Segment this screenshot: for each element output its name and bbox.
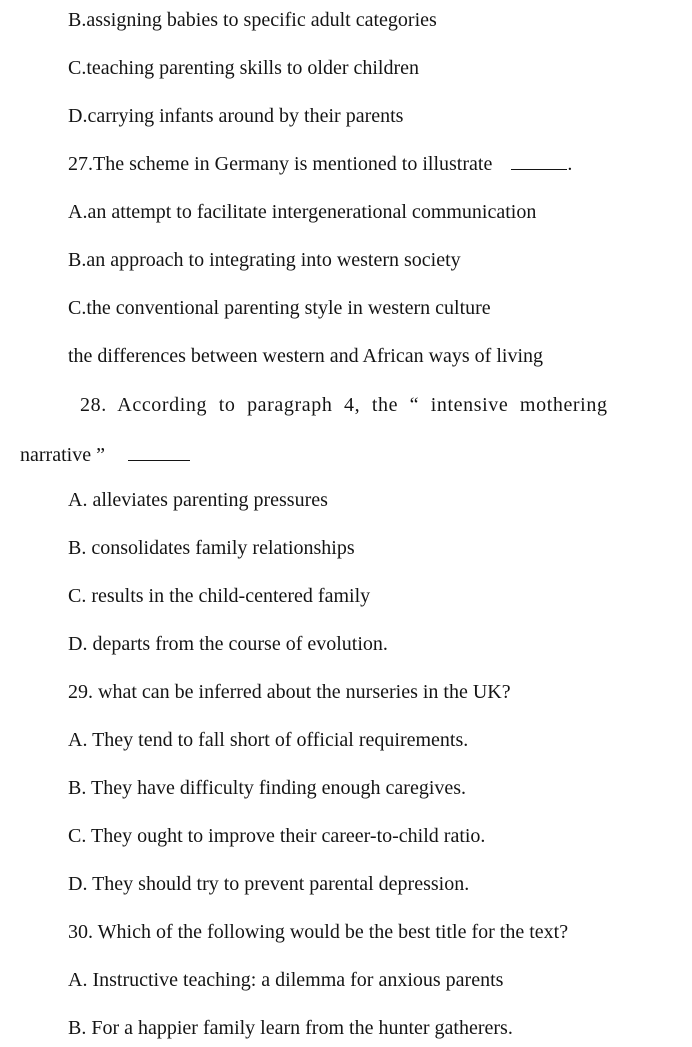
answer-blank: [128, 442, 190, 461]
q28-option-b: B. consolidates family relationships: [68, 537, 355, 559]
q27-stem-end: .: [567, 153, 573, 175]
q29-option-d: D. They should try to prevent parental depression.: [68, 873, 470, 895]
q28-option-c: C. results in the child-centered family: [68, 585, 371, 607]
q28-option-a: A. alleviates parenting pressures: [68, 489, 328, 511]
q30-option-a: A. Instructive teaching: a dilemma for anxious parents: [68, 969, 504, 991]
q28-stem-line2: [20, 441, 190, 469]
q26-option-b: B.assigning babies to specific adult categories: [68, 9, 437, 31]
q27-stem-text: 27.The scheme in Germany is mentioned to illustrate: [68, 153, 493, 175]
q26-option-c: C.teaching parenting skills to older children: [68, 57, 420, 79]
q29-option-c: C. They ought to improve their career-to-child ratio.: [68, 825, 486, 847]
q28-stem-text: narrative ”: [20, 444, 105, 466]
q29-option-a: A. They tend to fall short of official requirements.: [68, 729, 469, 751]
answer-blank: [511, 151, 567, 170]
q27-option-d: the differences between western and African ways of living: [68, 345, 544, 367]
q27-option-c: C.the conventional parenting style in western culture: [68, 297, 491, 319]
q27-option-a: A.an attempt to facilitate intergenerational communication: [68, 201, 537, 223]
q30-option-b: B. For a happier family learn from the hunter gatherers.: [68, 1017, 513, 1039]
q26-option-d: D.carrying infants around by their parents: [68, 105, 404, 127]
q28-option-d: D. departs from the course of evolution.: [68, 633, 388, 655]
q28-stem-line1: 28. According to paragraph 4, the “ intensive mothering: [80, 394, 608, 416]
q27-stem: [68, 150, 572, 178]
q30-stem: 30. Which of the following would be the best title for the text?: [68, 921, 569, 943]
q27-option-b: B.an approach to integrating into western society: [68, 249, 461, 271]
q29-stem: 29. what can be inferred about the nurseries in the UK?: [68, 681, 511, 703]
q29-option-b: B. They have difficulty finding enough caregives.: [68, 777, 467, 799]
